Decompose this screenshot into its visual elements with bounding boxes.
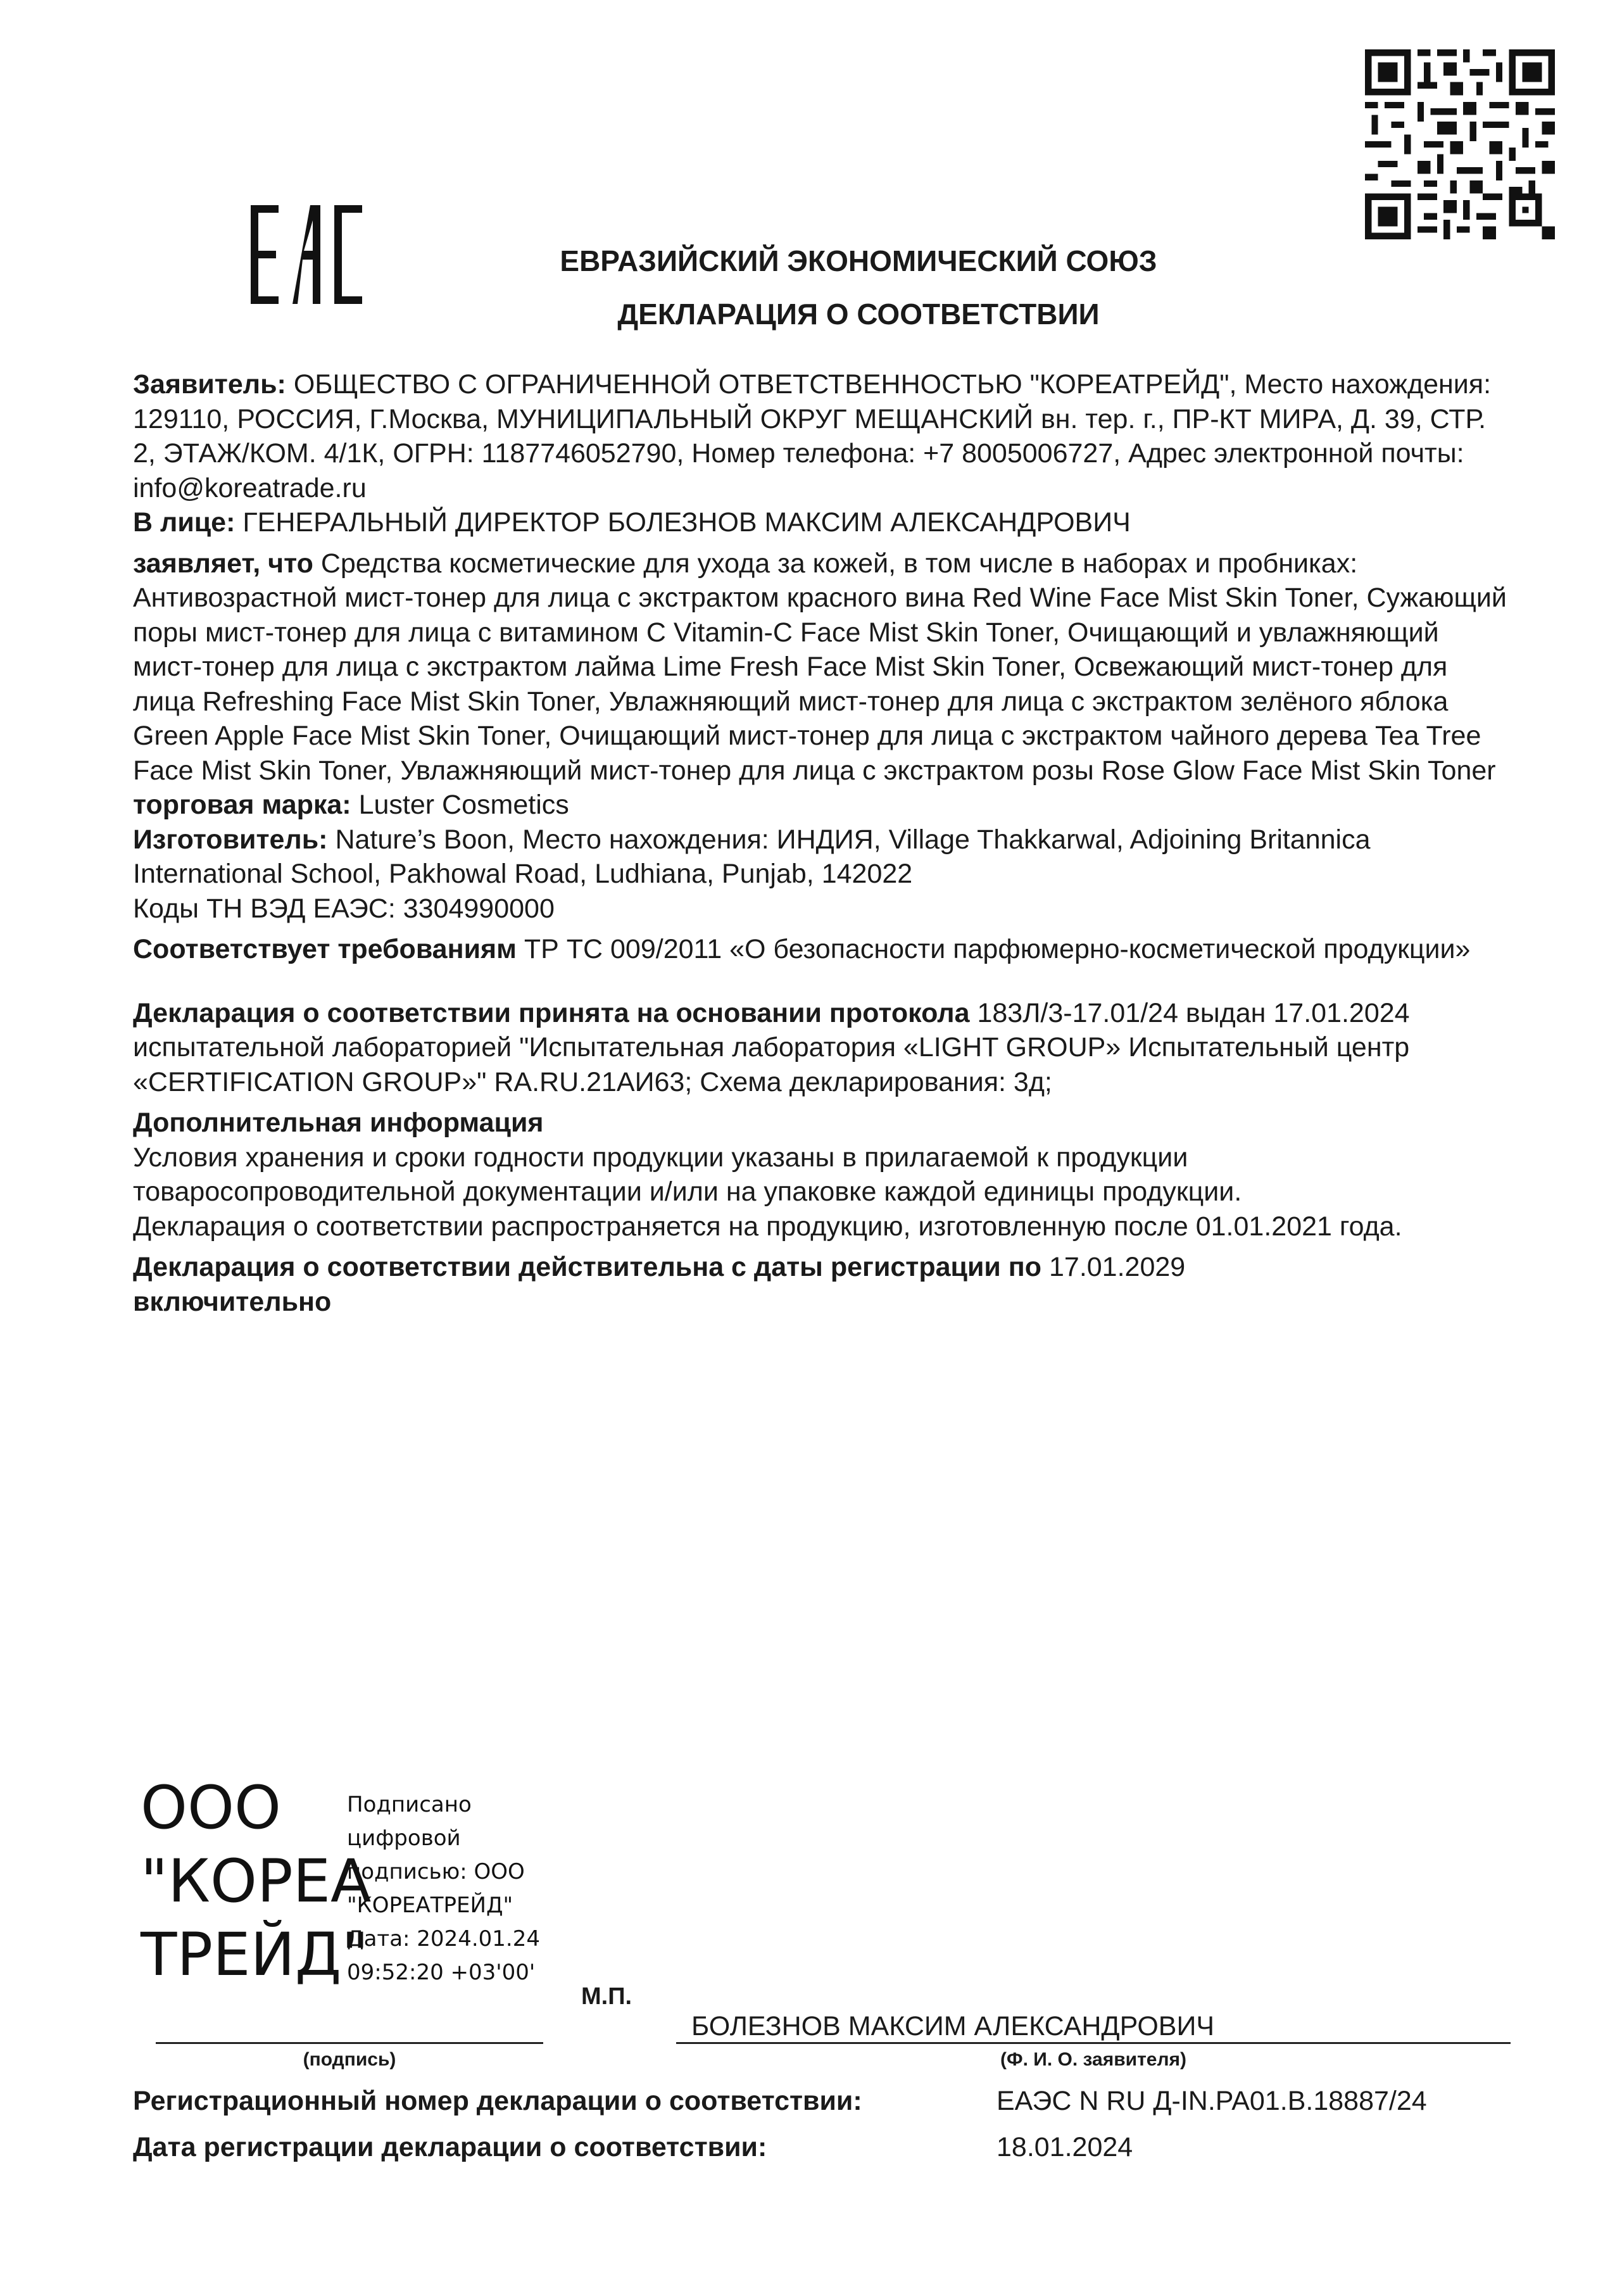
registration-number-label: Регистрационный номер декларации о соответствии: [133,2086,862,2116]
applicant-paragraph [133,367,1513,505]
hs-codes: Коды ТН ВЭД ЕАЭС: 3304990000 [133,893,555,924]
requirements-label: Соответствует требованиям [133,934,517,964]
validity-suffix: включительно [133,1286,332,1317]
seal-label: М.П. [581,1983,632,2010]
requirements-text: ТР ТС 009/2011 «О безопасности парфюмерно-косметической продукции» [524,934,1471,964]
trademark-label: торговая марка: [133,790,351,820]
validity-date: 17.01.2029 [1048,1252,1186,1282]
registration-date-label: Дата регистрации декларации о соответствии: [133,2132,767,2162]
declares-text: Средства косметические для ухода за кожей, в том числе в наборах и пробниках: Антивозрастной мист-тонер для лица с экстрактом красного вина Red Wine Face Mist Skin Toner, Сужающий поры мист-тонер для лица с витамином С Vitamin-C Face Mist Skin Toner, Очищающий и увлажняющий мист-тонер для лица с экстрактом лайма Lime Fresh Face Mist Skin Toner, Освежающий мист-тонер для лица Refreshing Face Mist Skin Toner, Увлажняющий мист-тонер для лица с экстрактом зелёного яблока Green Apple Face Mist Skin Toner, Очищающий мист-тонер для лица с экстрактом чайного дерева Tea Tree Face Mist Skin Toner, Увлажняющий мист-тонер для лица с экстрактом розы Rose Glow Face Mist Skin Toner [133,548,1507,786]
additional-label: Дополнительная информация [133,1107,544,1138]
trademark-paragraph [133,788,1513,823]
registration-date-value: 18.01.2024 [996,2132,1133,2162]
basis-label: Декларация о соответствии принята на основании протокола [133,997,970,1028]
basis-text: 183Л/3-17.01/24 выдан 17.01.2024 испытательной лабораторией "Испытательная лаборатория «LIGHT GROUP» Испытательный центр «CERTIFICATION GROUP»" RA.RU.21АИ63; Схема декларирования: 3д; [133,997,1410,1097]
validity-paragraph [133,1250,1513,1319]
requirements-paragraph [133,932,1513,967]
name-line [676,2042,1511,2044]
additional-text-1: Условия хранения и сроки годности продукции указаны в прилагаемой к продукции товаросопроводительной документации и/или на упаковке каждой единицы продукции. [133,1142,1242,1207]
declares-paragraph [133,546,1513,788]
declaration-title: ДЕКЛАРАЦИЯ О СООТВЕТСТВИИ [617,298,1100,331]
trademark-text: Luster Cosmetics [358,790,569,820]
signature-caption: (подпись) [303,2049,396,2070]
representative-paragraph [133,505,1513,540]
manufacturer-paragraph [133,823,1513,892]
representative-label: В лице: [133,507,236,538]
signature-line [156,2042,543,2044]
declaration-body [133,367,1513,1319]
registration-number-value: ЕАЭС N RU Д-IN.PA01.B.18887/24 [996,2086,1427,2116]
union-title: ЕВРАЗИЙСКИЙ ЭКОНОМИЧЕСКИЙ СОЮЗ [560,244,1157,277]
qr-code [1365,49,1555,239]
declares-label: заявляет, что [133,548,313,579]
manufacturer-label: Изготовитель: [133,824,328,855]
representative-text: ГЕНЕРАЛЬНЫЙ ДИРЕКТОР БОЛЕЗНОВ МАКСИМ АЛЕКСАНДРОВИЧ [242,507,1131,538]
basis-paragraph [133,996,1513,1100]
company-stamp: ООО "КОРЕА ТРЕЙД" [141,1774,372,1990]
validity-label: Декларация о соответствии действительна с даты регистрации по [133,1252,1042,1282]
applicant-label: Заявитель: [133,369,286,400]
additional-text-2: Декларация о соответствии распространяется на продукцию, изготовленную после 01.01.2021 года. [133,1211,1402,1242]
signer-name: БОЛЕЗНОВ МАКСИМ АЛЕКСАНДРОВИЧ [691,2011,1215,2041]
name-caption: (Ф. И. О. заявителя) [1000,2049,1187,2070]
manufacturer-text: Nature’s Boon, Место нахождения: ИНДИЯ, Village Thakkarwal, Adjoining Britannica International School, Pakhowal Road, Ludhiana, Punjab, 142022 [133,824,1371,889]
digital-signature: Подписано цифровой подписью: ООО "КОРЕАТРЕЙД" Дата: 2024.01.24 09:52:20 +03'00' [347,1792,540,1985]
applicant-text: ОБЩЕСТВО С ОГРАНИЧЕННОЙ ОТВЕТСТВЕННОСТЬЮ "КОРЕАТРЕЙД", Место нахождения: 129110, РОССИЯ, Г.Москва, МУНИЦИПАЛЬНЫЙ ОКРУГ МЕЩАНСКИЙ вн. тер. г., ПР-КТ МИРА, Д. 39, СТР. 2, ЭТАЖ/КОМ. 4/1К, ОГРН: 1187746052790, Номер телефона: +7 8005006727, Адрес электронной почты: info@koreatrade.ru [133,369,1492,503]
